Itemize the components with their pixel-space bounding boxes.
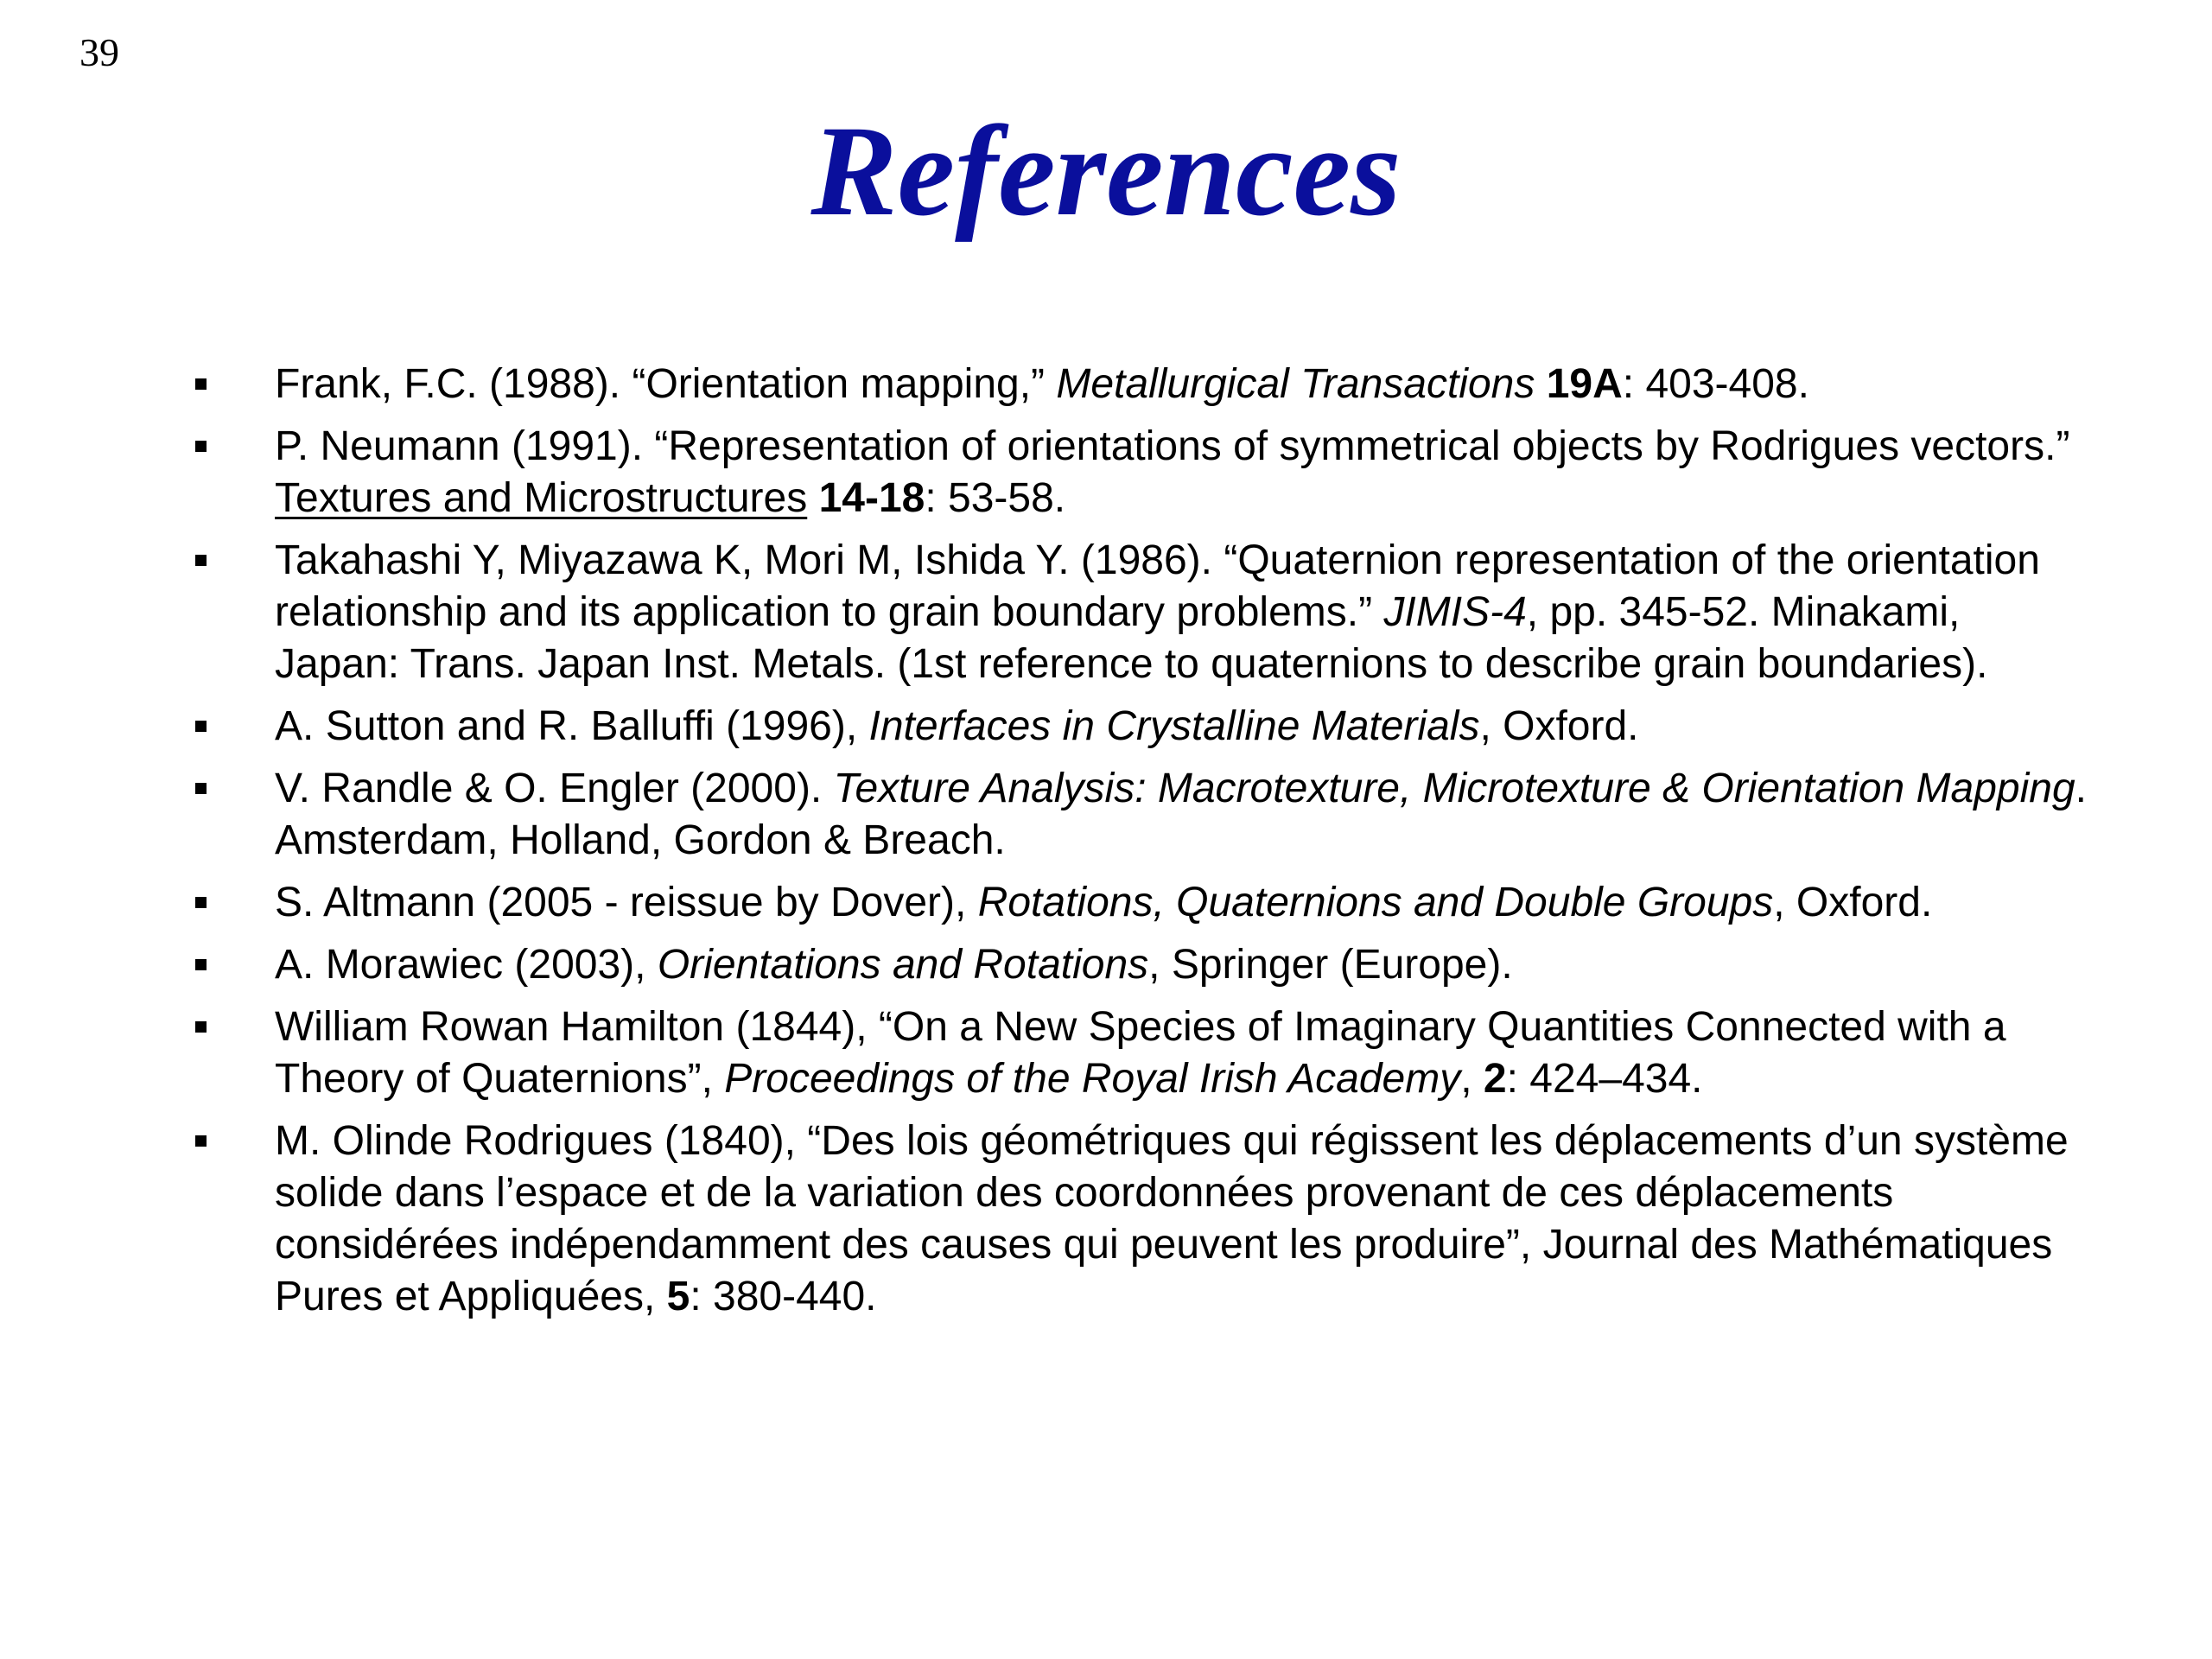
reference-segment: , — [1460, 1056, 1484, 1102]
reference-segment: A. Morawiec (2003), — [275, 942, 658, 988]
page-number: 39 — [79, 30, 119, 74]
bullet-icon — [195, 1135, 207, 1147]
reference-segment: , pp. 345-52. Minakami, Japan: Trans. Japan Inst. Metals. (1st reference to quaternions to describe grain boundaries). — [275, 589, 1988, 687]
reference-text — [275, 766, 2087, 863]
reference-text — [275, 1004, 2006, 1102]
reference-segment: , Oxford. — [1773, 880, 1933, 925]
reference-segment: , Oxford. — [1479, 703, 1639, 749]
reference-segment: A. Sutton and R. Balluffi (1996), — [275, 703, 869, 749]
bullet-icon — [195, 897, 207, 908]
slide-title: References — [810, 99, 1402, 243]
reference-segment: M. Olinde Rodrigues (1840), “Des lois géométriques qui régissent les déplacements d’un système solide dans l’espace et de la variation des coordonnées provenant de ces déplacements considérées indépendamment des causes qui peuvent les produire”, Journal des Mathématiques Pures et Appliquées, — [275, 1118, 2069, 1319]
bullet-icon — [195, 721, 207, 732]
reference-item — [192, 535, 2093, 690]
reference-item — [192, 877, 2093, 929]
bullet-icon — [195, 441, 207, 452]
reference-item — [192, 359, 2093, 410]
reference-segment: Orientations and Rotations — [657, 942, 1149, 988]
reference-text — [275, 423, 2069, 521]
reference-segment: Frank, F.C. (1988). “Orientation mapping,” — [275, 361, 1057, 407]
reference-segment: 2 — [1483, 1056, 1507, 1102]
reference-segment: William Rowan Hamilton (1844), “On a New Species of Imaginary Quantities Connected with a Theory of Quaternions”, — [275, 1004, 2006, 1102]
reference-item — [192, 421, 2093, 524]
reference-item — [192, 1116, 2093, 1323]
reference-segment: : 380-440. — [690, 1274, 877, 1319]
reference-segment: S. Altmann (2005 - reissue by Dover), — [275, 880, 978, 925]
reference-segment: Takahashi Y, Miyazawa K, Mori M, Ishida Y. (1986). “Quaternion representation of the orientation relationship and its application to grain boundary problems.” — [275, 537, 2040, 635]
reference-text — [275, 361, 1809, 407]
reference-segment: . Amsterdam, Holland, Gordon & Breach. — [275, 766, 2088, 863]
reference-segment: Metallurgical Transactions — [1056, 361, 1535, 407]
reference-segment: : 53-58. — [925, 475, 1066, 521]
reference-item — [192, 1001, 2093, 1105]
reference-segment: , Springer (Europe). — [1148, 942, 1513, 988]
reference-segment: : 403-408. — [1622, 361, 1809, 407]
reference-segment: P. Neumann (1991). “Representation of orientations of symmetrical objects by Rodrigues vectors.” — [275, 423, 2070, 469]
reference-item — [192, 939, 2093, 991]
reference-text — [275, 537, 2040, 687]
reference-segment: 19A — [1546, 361, 1623, 407]
reference-item — [192, 701, 2093, 753]
reference-segment: Proceedings of the Royal Irish Academy — [724, 1056, 1461, 1102]
reference-segment: 14-18 — [818, 475, 925, 521]
reference-text — [275, 880, 1932, 925]
reference-segment: Rotations, Quaternions and Double Groups — [977, 880, 1774, 925]
reference-item — [192, 763, 2093, 867]
reference-segment: Texture Analysis: Macrotexture, Microtexture & Orientation Mapping — [833, 766, 2075, 811]
reference-text — [275, 942, 1513, 988]
reference-segment: V. Randle & O. Engler (2000). — [275, 766, 834, 811]
reference-segment: Interfaces in Crystalline Materials — [868, 703, 1480, 749]
bullet-icon — [195, 555, 207, 566]
bullet-icon — [195, 959, 207, 970]
reference-segment: 5 — [666, 1274, 690, 1319]
reference-text — [275, 1118, 2069, 1319]
reference-segment — [1535, 361, 1546, 407]
reference-segment — [807, 475, 818, 521]
reference-segment: Textures and Microstructures — [275, 475, 808, 521]
bullet-icon — [195, 1021, 207, 1033]
reference-segment: : 424–434. — [1506, 1056, 1703, 1102]
bullet-icon — [195, 378, 207, 390]
reference-segment: JIMIS-4 — [1383, 589, 1527, 635]
bullet-icon — [195, 783, 207, 794]
reference-text — [275, 703, 1639, 749]
reference-list — [192, 359, 2093, 1333]
